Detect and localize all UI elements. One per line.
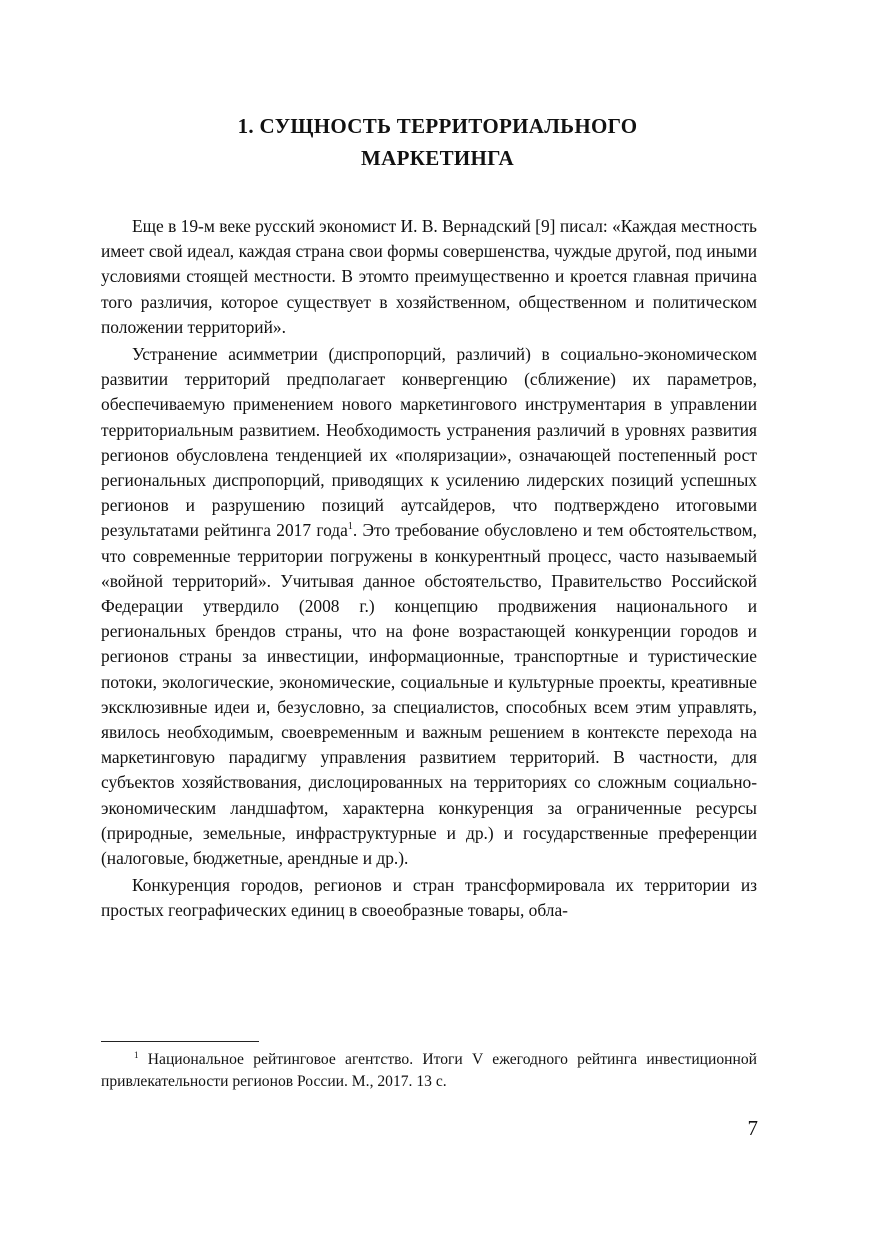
paragraph-2 [101, 342, 757, 871]
footnote-reference: 1 [347, 521, 353, 533]
chapter-title-line-2: МАРКЕТИНГА [361, 146, 514, 170]
paragraph-1: Еще в 19-м веке русский экономист И. В. Вернадский [9] писал: «Каждая местность имеет свой идеал, каждая страна свои формы совершенства, чуждые другой, под иными условиями стоящей местности. В этомто преимущественно и кроется главная причина того различия, которое существует в хозяйственном, общественном и политическом положении территорий». [101, 216, 757, 337]
footnote-marker: 1 [134, 1050, 139, 1060]
footnote [101, 1049, 757, 1093]
paragraph-2-part-a: Устранение асимметрии (диспропорций, различий) в социально-экономическом развитии территорий предполагает конвергенцию (сближение) их параметров, обеспечиваемую применением нового маркетингового инструментария в управлении территориальным развитием. Необходимость устранения различий в уровнях развития регионов обусловлена тенденцией их «поляризации», означающей постепенный рост региональных диспропорций, приводящих к усилению лидерских позиций успешных регионов и разрушению позиций аутсайдеров, что подтверждено итоговыми результатами рейтинга 2017 года [101, 344, 757, 541]
body-text [101, 214, 757, 924]
page-number: 7 [747, 1116, 758, 1140]
paragraph-3: Конкуренция городов, регионов и стран трансформировала их территории из простых географических единиц в своеобразные товары, обла- [101, 875, 757, 921]
footnote-text: Национальное рейтинговое агентство. Итоги V ежегодного рейтинга инвестиционной привлекательности регионов России. М., 2017. 13 с. [101, 1051, 757, 1090]
chapter-title [100, 110, 775, 174]
footnote-divider [101, 1041, 259, 1042]
paragraph-2-part-b: . Это требование обусловлено и тем обстоятельством, что современные территории погружены в конкурентный процесс, часто называемый «войной территорий». Учитывая данное обстоятельство, Правительство Российской Федерации утвердило (2008 г.) концепцию продвижения национального и региональных брендов страны, что на фоне возрастающей конкуренции городов и регионов страны за инвестиции, информационные, транспортные и туристические потоки, экологические, экономические, социальные и культурные проекты, креативные эксклюзивные идеи и, безусловно, за специалистов, способных всем этим управлять, явилось необходимым, своевременным и важным решением в контексте перехода на маркетинговую парадигму управления развитием территорий. В частности, для субъектов хозяйствования, дислоцированных на территориях со сложным социально-экономическим ландшафтом, характерна конкуренция за ограниченные ресурсы (природные, земельные, инфраструктурные и др.) и государственные преференции (налоговые, бюджетные, арендные и др.). [101, 520, 757, 869]
chapter-title-line-1: 1. СУЩНОСТЬ ТЕРРИТОРИАЛЬНОГО [237, 114, 638, 138]
